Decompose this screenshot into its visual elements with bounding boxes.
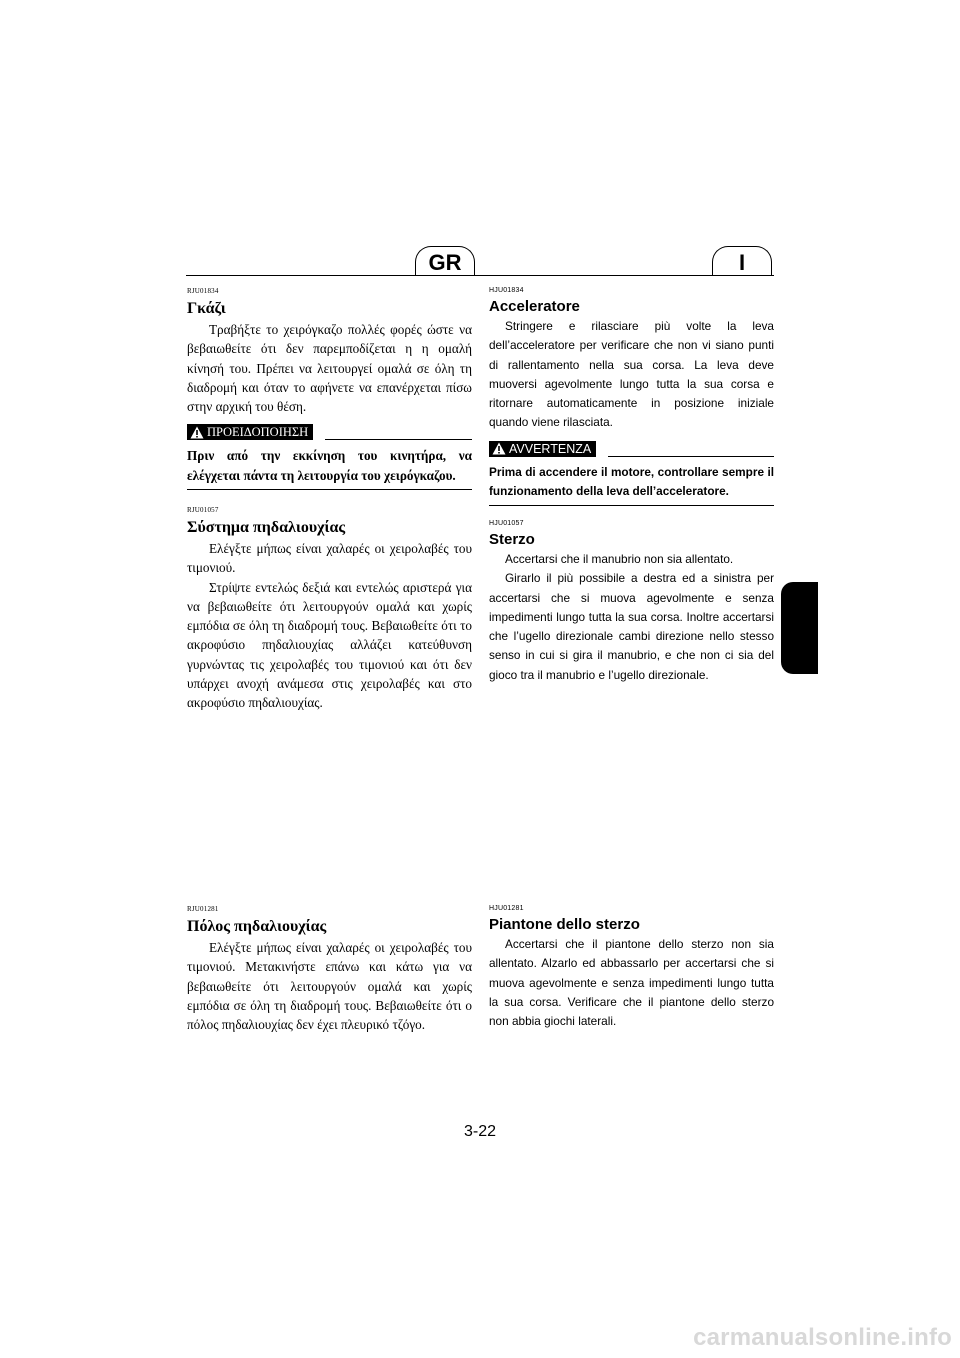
language-badge-it: I bbox=[712, 246, 772, 276]
section-paragraph-1: Ελέγξτε μήπως είναι χαλαρές οι χειρολαβές του τιμονιού. bbox=[187, 541, 472, 576]
language-badge-gr: GR bbox=[415, 246, 475, 276]
warning-badge bbox=[489, 441, 596, 457]
it-column-section bbox=[489, 905, 774, 1031]
section-body: Stringere e rilasciare più volte la leva dell’acceleratore per verificare che non vi siano punti di rallentamento nella sua corsa. La leva deve muoversi agevolmente lungo tutta la sua corsa e ritornare automaticamente in posizione iniziale quando viene rilasciata. bbox=[489, 319, 774, 430]
warning-label: ΠΡΟΕΙΔΟΠΟΙΗΣΗ bbox=[207, 424, 309, 439]
warning-triangle-icon bbox=[492, 442, 506, 455]
header-rule bbox=[186, 275, 774, 276]
warning-triangle-icon bbox=[190, 426, 204, 439]
warning-text: Prima di accendere il motore, controllare sempre il funzionamento della leva dell’acceleratore. bbox=[489, 464, 774, 499]
section-body: Ελέγξτε μήπως είναι χαλαρές οι χειρολαβές του τιμονιού. Μετακινήστε επάνω και κάτω για να βεβαιωθείτε ότι λειτουργούν ομαλά και χωρίς εμπόδια σε όλη τη διαδρομή τους. Βεβαιωθείτε ότι ο πόλος πηδαλιουχίας δεν έχει πλευρικό τζόγο. bbox=[187, 940, 472, 1033]
section-body: Accertarsi che il piantone dello sterzo non sia allentato. Alzarlo ed abbassarlo per accertarsi che si muova agevolmente e senza impedimenti lungo tutta la sua corsa. Verificare che il piantone dello sterzo non abbia giochi laterali. bbox=[489, 937, 774, 1029]
section-body: Τραβήξτε το χειρόγκαζο πολλές φορές ώστε να βεβαιωθείτε ότι δεν παρεμποδίζεται η η ομαλή κίνησή του. Πρέπει να λειτουργεί ομαλά σε όλη τη διαδρομή και όταν το αφήνετε να επανέρχεται πίσω στην αρχική του θέση. bbox=[187, 322, 472, 415]
section-code: RJU01057 bbox=[187, 506, 219, 514]
section-title: Piantone dello sterzo bbox=[489, 916, 640, 933]
watermark: carmanualsonline.info bbox=[693, 1324, 952, 1351]
gr-steering-section bbox=[187, 506, 472, 713]
it-steering-section bbox=[489, 520, 774, 685]
section-title: Sterzo bbox=[489, 531, 535, 548]
chapter-thumb-tab bbox=[781, 582, 818, 674]
section-title: Γκάζι bbox=[187, 300, 226, 317]
section-code: RJU01834 bbox=[187, 287, 219, 295]
warning-rule bbox=[608, 456, 774, 457]
section-paragraph-2: Girarlo il più possibile a destra ed a sinistra per accertarsi che si muova agevolmente e senza impedimenti lungo tutta la sua corsa. Inoltre accertarsi che l’ugello direzionale cambi direzione nello stesso senso in cui si gira il manubrio, e che non ci sia del gioco tra il manubrio e l’ugello direzionale. bbox=[489, 571, 774, 682]
warning-bottom-rule bbox=[187, 489, 472, 490]
section-title: Σύστημα πηδαλιουχίας bbox=[187, 519, 346, 536]
warning-badge bbox=[187, 424, 313, 440]
gr-throttle-section bbox=[187, 287, 472, 490]
gr-column-section bbox=[187, 905, 472, 1034]
section-code: HJU01057 bbox=[489, 520, 524, 527]
warning-rule bbox=[325, 439, 472, 440]
section-code: HJU01834 bbox=[489, 287, 524, 294]
warning-text: Πριν από την εκκίνηση του κινητήρα, να ελέγχεται πάντα τη λειτουργία του χειρόγκαζου. bbox=[187, 448, 472, 483]
section-code: RJU01281 bbox=[187, 905, 219, 913]
section-paragraph-2: Στρίψτε εντελώς δεξιά και εντελώς αριστερά για να βεβαιωθείτε ότι λειτουργούν ομαλά και χωρίς εμπόδια σε όλη τη διαδρομή τους. Βεβαιωθείτε ότι το ακροφύσιο πηδαλιουχίας αλλάζει κατεύθυνση γυρνώντας τις χειρολαβές του τιμονιού και ότι δεν υπάρχει ανοχή ανάμεσα στις χειρολαβές και στο ακροφύσιο πηδαλιουχίας. bbox=[187, 579, 472, 711]
warning-header bbox=[489, 441, 774, 457]
section-title: Πόλος πηδαλιουχίας bbox=[187, 918, 327, 935]
warning-bottom-rule bbox=[489, 505, 774, 506]
warning-header bbox=[187, 424, 472, 440]
section-code: HJU01281 bbox=[489, 905, 524, 912]
section-title: Acceleratore bbox=[489, 298, 580, 315]
page-number: 3-22 bbox=[463, 1123, 497, 1140]
it-throttle-section bbox=[489, 287, 774, 506]
warning-label: AVVERTENZA bbox=[509, 441, 592, 456]
section-paragraph-1: Accertarsi che il manubrio non sia allentato. bbox=[505, 552, 734, 566]
